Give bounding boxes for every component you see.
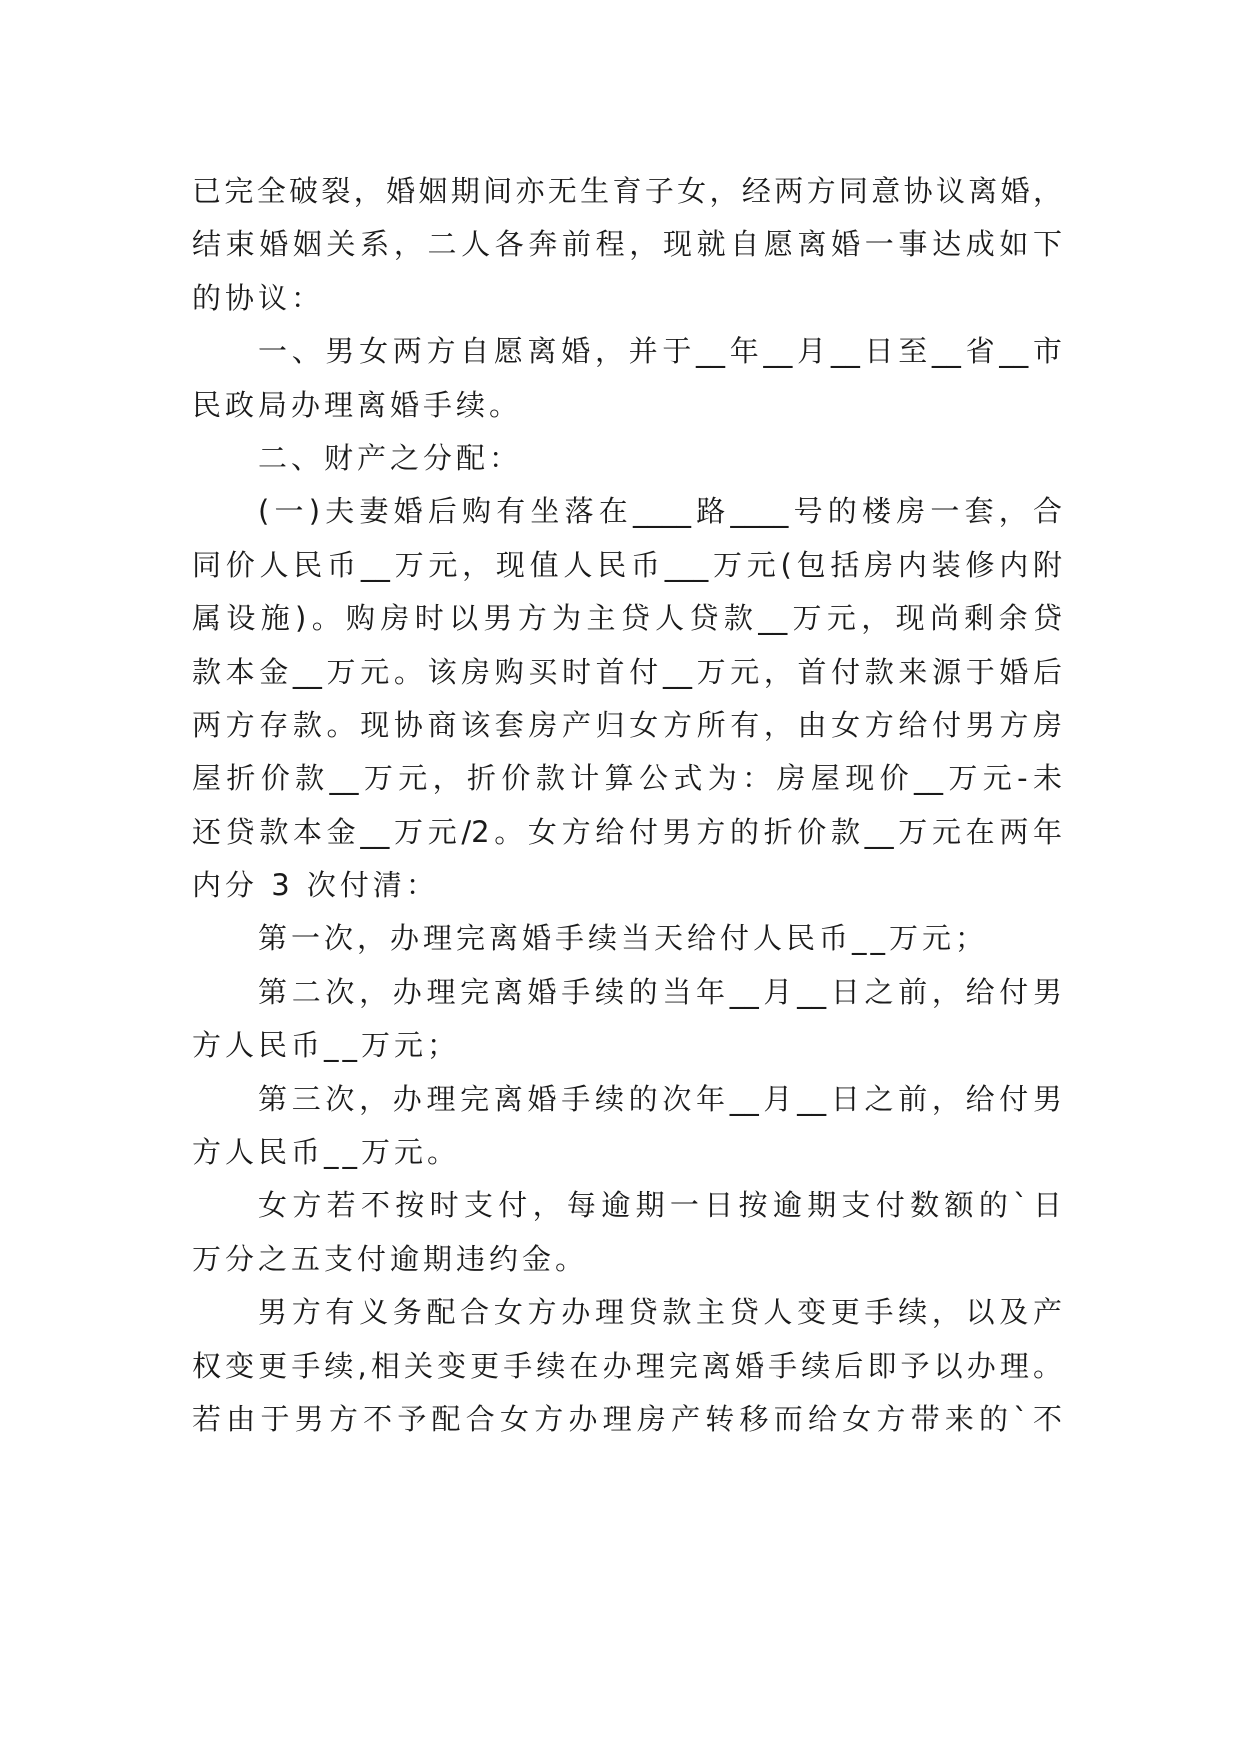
document-line: 第三次，办理完离婚手续的次年__月__日之前，给付男	[258, 1081, 1062, 1116]
document-line: 已完全破裂，婚姻期间亦无生育子女，经两方同意协议离婚，	[192, 174, 1062, 208]
document-body	[192, 165, 1062, 1446]
document-line: 属设施)。购房时以男方为主贷人贷款__万元，现尚剩余贷	[192, 601, 1062, 636]
document-line: 民政局办理离婚手续。	[192, 387, 523, 422]
document-line: 的协议：	[192, 280, 325, 315]
document-line: 男方有义务配合女方办理贷款主贷人变更手续，以及产	[258, 1295, 1062, 1330]
document-line: 内分 3 次付清：	[192, 868, 439, 903]
document-line: (一)夫妻婚后购有坐落在____路____号的楼房一套，合	[258, 494, 1062, 529]
document-line: 权变更手续,相关变更手续在办理完离婚手续后即予以办理。	[192, 1348, 1062, 1383]
document-line: 款本金__万元。该房购买时首付__万元，首付款来源于婚后	[192, 654, 1062, 689]
document-line: 两方存款。现协商该套房产归女方所有，由女方给付男方房	[192, 707, 1062, 742]
document-line: 若由于男方不予配合女方办理房产转移而给女方带来的`不	[192, 1401, 1062, 1436]
document-line: 一、男女两方自愿离婚，并于__年__月__日至__省__市	[258, 334, 1062, 369]
document-line: 方人民币__万元。	[192, 1135, 461, 1170]
document-line: 结束婚姻关系，二人各奔前程，现就自愿离婚一事达成如下	[192, 227, 1062, 262]
document-line: 二、财产之分配：	[258, 440, 523, 475]
document-line: 女方若不按时支付，每逾期一日按逾期支付数额的`日	[258, 1188, 1062, 1223]
document-line: 还贷款本金__万元/2。女方给付男方的折价款__万元在两年	[192, 814, 1062, 849]
document-line: 屋折价款__万元，折价款计算公式为：房屋现价__万元-未	[192, 761, 1062, 796]
document-line: 万分之五支付逾期违约金。	[192, 1241, 589, 1276]
document-line: 第二次，办理完离婚手续的当年__月__日之前，给付男	[258, 974, 1062, 1009]
document-line: 第一次，办理完离婚手续当天给付人民币__万元；	[258, 921, 989, 956]
document-line: 方人民币__万元；	[192, 1028, 461, 1063]
document-line: 同价人民币__万元，现值人民币___万元(包括房内装修内附	[192, 547, 1062, 582]
